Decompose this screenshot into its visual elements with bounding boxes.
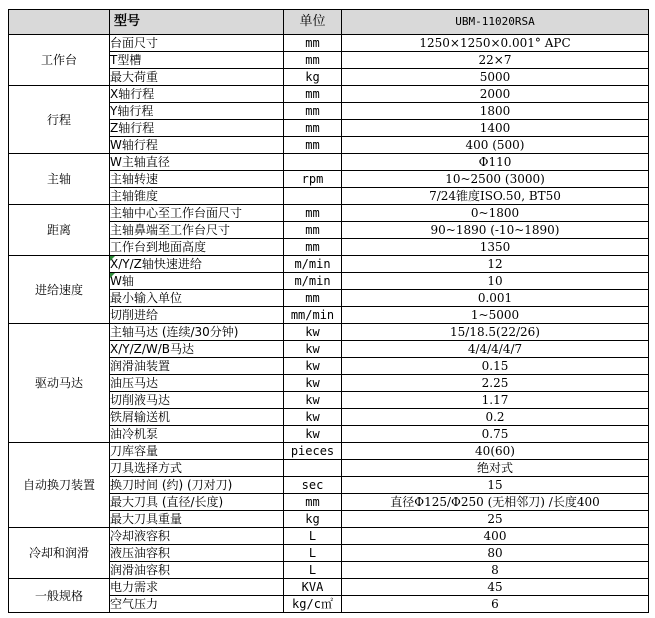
spec-item-label: 工作台到地面高度: [110, 239, 284, 256]
spec-row: [9, 86, 649, 103]
spec-unit: kw: [284, 358, 342, 375]
spec-value: 5000: [342, 69, 649, 86]
spec-unit: mm: [284, 52, 342, 69]
spec-value: 2.25: [342, 375, 649, 392]
spec-value: 22×7: [342, 52, 649, 69]
spec-unit: m/min: [284, 256, 342, 273]
spec-unit: mm: [284, 120, 342, 137]
spec-item-label: 主轴锥度: [110, 188, 284, 205]
spec-item-label: 主轴鼻端至工作台尺寸: [110, 222, 284, 239]
spec-value: 0.2: [342, 409, 649, 426]
spec-unit: [284, 460, 342, 477]
spec-unit: mm: [284, 137, 342, 154]
spec-value: 绝对式: [342, 460, 649, 477]
spec-item-label: 换刀时间 (约) (刀对刀): [110, 477, 284, 494]
spec-item-label: 台面尺寸: [110, 35, 284, 52]
spec-item-label: 油冷机泵: [110, 426, 284, 443]
spec-item-label: X轴行程: [110, 86, 284, 103]
spec-item-label: X/Y/Z轴快速进给: [110, 256, 284, 273]
spec-value: Φ110: [342, 154, 649, 171]
spec-value: 25: [342, 511, 649, 528]
header-unit-label: 单位: [284, 10, 342, 35]
spec-unit: kg: [284, 511, 342, 528]
spec-value: 1800: [342, 103, 649, 120]
group-label: 行程: [9, 86, 110, 154]
spec-unit: m/min: [284, 273, 342, 290]
spec-row: [9, 256, 649, 273]
group-label: 工作台: [9, 35, 110, 86]
spec-table: [8, 9, 649, 613]
header-model-label: 型号: [110, 10, 284, 35]
group-label: 冷却和润滑: [9, 528, 110, 579]
spec-row: [9, 528, 649, 545]
spec-item-label: 刀库容量: [110, 443, 284, 460]
spec-value: 400: [342, 528, 649, 545]
spec-item-label: 润滑油装置: [110, 358, 284, 375]
spec-value: 1400: [342, 120, 649, 137]
spec-unit: L: [284, 545, 342, 562]
spec-value: 8: [342, 562, 649, 579]
spec-item-label: 主轴中心至工作台面尺寸: [110, 205, 284, 222]
header-row: [9, 10, 649, 35]
spec-unit: mm: [284, 290, 342, 307]
spec-row: [9, 154, 649, 171]
spec-item-label: 最大刀具重量: [110, 511, 284, 528]
group-label: 一般规格: [9, 579, 110, 613]
group-label: 自动换刀装置: [9, 443, 110, 528]
spec-value: 0.15: [342, 358, 649, 375]
spec-value: 80: [342, 545, 649, 562]
spec-row: [9, 35, 649, 52]
spec-value: 10~2500 (3000): [342, 171, 649, 188]
spec-value: 12: [342, 256, 649, 273]
spec-item-label: 空气压力: [110, 596, 284, 613]
group-label: 距离: [9, 205, 110, 256]
spec-unit: L: [284, 562, 342, 579]
header-model-value: UBM-11020RSA: [342, 10, 649, 35]
spec-value: 0.001: [342, 290, 649, 307]
spec-item-label: 主轴马达 (连续/30分钟): [110, 324, 284, 341]
spec-item-label: 油压马达: [110, 375, 284, 392]
spec-value: 2000: [342, 86, 649, 103]
spec-item-label: T型槽: [110, 52, 284, 69]
spec-unit: mm: [284, 86, 342, 103]
spec-unit: mm: [284, 494, 342, 511]
spec-item-label: 切削液马达: [110, 392, 284, 409]
spec-value: 6: [342, 596, 649, 613]
spec-value: 15/18.5(22/26): [342, 324, 649, 341]
spec-item-label: W轴: [110, 273, 284, 290]
spec-item-label: 切削进给: [110, 307, 284, 324]
spec-value: 1250×1250×0.001° APC: [342, 35, 649, 52]
spec-item-label: 润滑油容积: [110, 562, 284, 579]
spec-unit: L: [284, 528, 342, 545]
spec-item-label: 最大刀具 (直径/长度): [110, 494, 284, 511]
spec-unit: kw: [284, 341, 342, 358]
spec-value: 40(60): [342, 443, 649, 460]
spec-value: 1350: [342, 239, 649, 256]
spec-value: 15: [342, 477, 649, 494]
spec-unit: kw: [284, 392, 342, 409]
spec-item-label: 液压油容积: [110, 545, 284, 562]
spec-unit: kw: [284, 426, 342, 443]
spec-value: 1.17: [342, 392, 649, 409]
spec-unit: mm: [284, 239, 342, 256]
spec-unit: kg: [284, 69, 342, 86]
spec-item-label: 最小输入单位: [110, 290, 284, 307]
spec-unit: mm: [284, 103, 342, 120]
spec-item-label: 冷却液容积: [110, 528, 284, 545]
spec-value: 7/24锥度ISO.50, BT50: [342, 188, 649, 205]
group-label: 进给速度: [9, 256, 110, 324]
spec-row: [9, 443, 649, 460]
spec-item-label: Z轴行程: [110, 120, 284, 137]
spec-item-label: Y轴行程: [110, 103, 284, 120]
group-label: 驱动马达: [9, 324, 110, 443]
spec-unit: kg/c㎡: [284, 596, 342, 613]
spec-unit: [284, 188, 342, 205]
spec-unit: mm/min: [284, 307, 342, 324]
header-group-cell: [9, 10, 110, 35]
spec-item-label: 主轴转速: [110, 171, 284, 188]
spec-item-label: 最大荷重: [110, 69, 284, 86]
spec-value: 90~1890 (-10~1890): [342, 222, 649, 239]
spec-unit: kw: [284, 409, 342, 426]
spec-row: [9, 324, 649, 341]
spec-unit: rpm: [284, 171, 342, 188]
spec-row: [9, 205, 649, 222]
spec-value: 0.75: [342, 426, 649, 443]
spec-item-label: X/Y/Z/W/B马达: [110, 341, 284, 358]
spec-item-label: 电力需求: [110, 579, 284, 596]
spec-unit: mm: [284, 205, 342, 222]
spec-item-label: 铁屑输送机: [110, 409, 284, 426]
spec-table-body: [9, 10, 649, 613]
spec-value: 45: [342, 579, 649, 596]
spec-unit: mm: [284, 35, 342, 52]
spec-unit: kw: [284, 375, 342, 392]
spec-unit: [284, 154, 342, 171]
spec-row: [9, 579, 649, 596]
spec-unit: kw: [284, 324, 342, 341]
spec-item-label: W轴行程: [110, 137, 284, 154]
spec-value: 1~5000: [342, 307, 649, 324]
spec-unit: pieces: [284, 443, 342, 460]
spec-value: 4/4/4/4/7: [342, 341, 649, 358]
spec-item-label: 刀具选择方式: [110, 460, 284, 477]
spec-unit: KVA: [284, 579, 342, 596]
spec-value: 0~1800: [342, 205, 649, 222]
spec-unit: mm: [284, 222, 342, 239]
spec-value: 10: [342, 273, 649, 290]
spec-value: 直径Φ125/Φ250 (无相邻刀) /长度400: [342, 494, 649, 511]
spec-value: 400 (500): [342, 137, 649, 154]
group-label: 主轴: [9, 154, 110, 205]
spec-item-label: W主轴直径: [110, 154, 284, 171]
spec-unit: sec: [284, 477, 342, 494]
